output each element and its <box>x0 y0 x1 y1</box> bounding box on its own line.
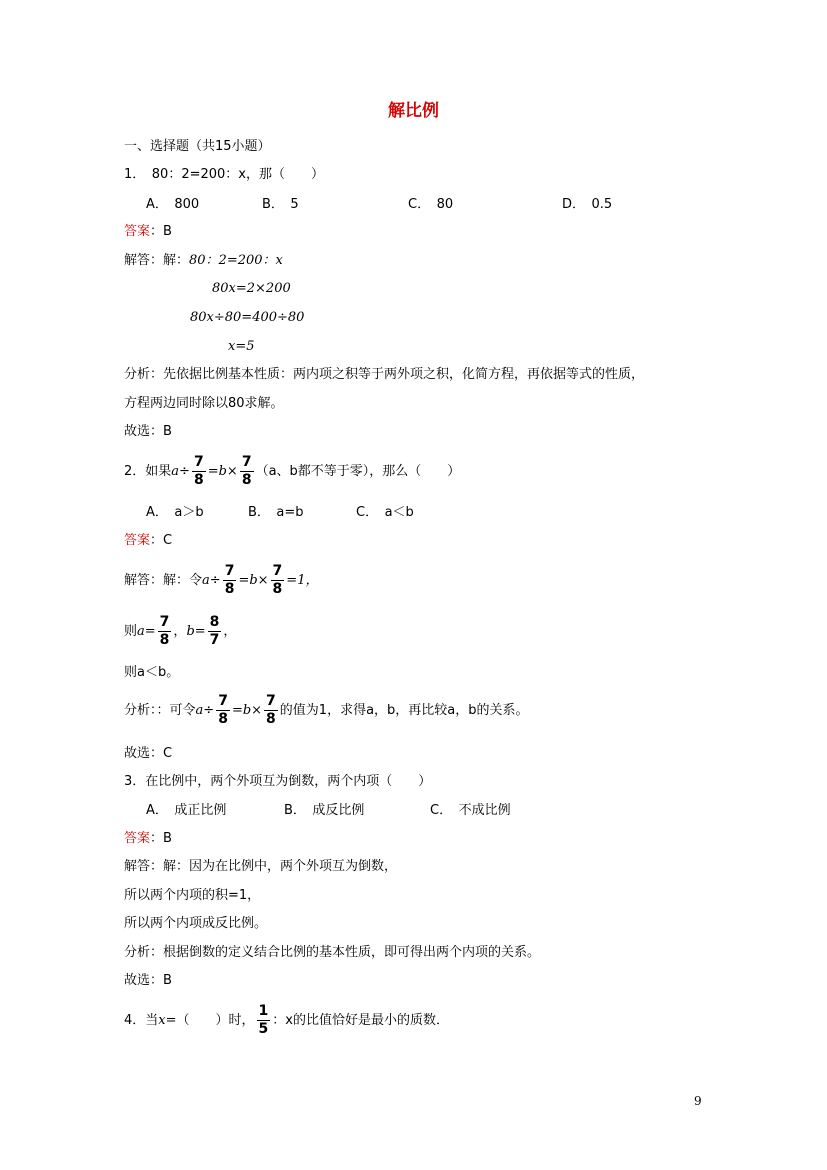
q1-solution-step-4: x=5 <box>228 339 255 354</box>
fraction-1-5 <box>257 1003 271 1038</box>
eq-b: =b× <box>238 573 269 588</box>
a-equals: a= <box>137 624 156 639</box>
q1-option-b: B． 5 <box>262 197 299 212</box>
q3-solution-line-1: 解答：解：因为在比例中，两个外项互为倒数， <box>124 859 398 874</box>
fraction-denominator: 8 <box>224 581 235 597</box>
fraction-denominator: 5 <box>258 1021 269 1037</box>
var-a: a <box>202 573 210 588</box>
fraction-7-8 <box>271 563 285 598</box>
q2-then-values <box>124 612 236 652</box>
section-heading: 一、选择题（共15小题） <box>124 139 271 154</box>
var-a: a <box>195 703 204 718</box>
page-number: 9 <box>694 1094 702 1108</box>
eq-b: =b× <box>207 464 238 479</box>
answer-value: ：B <box>150 224 172 239</box>
q1-stem: 1． 80：2=200：x，那（ ） <box>124 167 324 182</box>
answer-value: ：B <box>150 831 172 846</box>
q3-choice: 故选：B <box>124 973 172 988</box>
q2-solution <box>124 561 318 601</box>
b-equals: b= <box>186 624 206 639</box>
fraction-numerator: 8 <box>209 614 220 630</box>
fraction-7-8 <box>223 563 237 598</box>
fraction-7-8 <box>158 614 172 649</box>
fraction-denominator: 8 <box>272 581 283 597</box>
fraction-denominator: 7 <box>209 632 220 648</box>
q1-analysis-line-1: 分析：先依据比例基本性质：两内项之积等于两外项之积，化简方程，再依据等式的性质， <box>124 367 645 382</box>
analysis-suffix: 的值为1，求得a，b，再比较a，b的关系。 <box>279 703 529 718</box>
q3-option-a: A． 成正比例 <box>146 803 227 818</box>
q1-solution-step-2: 80x=2×200 <box>212 281 291 296</box>
var-a: a <box>171 464 180 479</box>
solution-equation: 80：2=200：x <box>189 253 283 268</box>
q4-stem <box>124 1001 449 1041</box>
q2-option-a: A． a＞b <box>146 505 204 520</box>
q1-option-c: C． 80 <box>408 197 454 212</box>
stem-suffix: ：x的比值恰好是最小的质数． <box>272 1013 449 1028</box>
fraction-numerator: 7 <box>224 563 235 579</box>
divide-sign: ÷ <box>179 464 190 479</box>
fraction-numerator: 7 <box>159 614 170 630</box>
q1-solution <box>124 252 283 270</box>
fraction-numerator: 7 <box>266 693 276 709</box>
page-title: 解比例 <box>388 101 439 121</box>
answer-label: 答案 <box>124 831 151 846</box>
q3-option-b: B． 成反比例 <box>284 803 365 818</box>
analysis-prefix: 分析：：可令 <box>124 703 196 718</box>
stem-prefix: 4．当 <box>124 1013 159 1028</box>
q1-choice: 故选：B <box>124 424 172 439</box>
fraction-7-8 <box>192 454 206 489</box>
q3-stem: 3．在比例中，两个外项互为倒数，两个内项（ ） <box>124 774 432 789</box>
q2-option-c: C． a＜b <box>356 505 414 520</box>
q1-analysis-line-2: 方程两边同时除以80求解。 <box>124 396 284 411</box>
then-prefix: 则 <box>124 624 138 639</box>
q2-option-b: B． a=b <box>248 505 304 520</box>
fraction-numerator: 7 <box>272 563 283 579</box>
divide-sign: ÷ <box>203 703 215 718</box>
q3-analysis: 分析：根据倒数的定义结合比例的基本性质，即可得出两个内项的关系。 <box>124 945 541 960</box>
fraction-7-8 <box>216 693 230 728</box>
divide-sign: ÷ <box>209 573 221 588</box>
eq-b: =b× <box>231 703 263 718</box>
fraction-denominator: 8 <box>159 632 170 648</box>
comma: ， <box>173 624 187 639</box>
fraction-numerator: 1 <box>258 1003 269 1019</box>
fraction-denominator: 8 <box>241 472 252 488</box>
solution-label: 解答：解： <box>124 253 190 268</box>
answer-label: 答案 <box>124 224 151 239</box>
q3-option-c: C． 不成比例 <box>430 803 511 818</box>
q1-answer <box>124 223 172 241</box>
fraction-denominator: 8 <box>218 711 228 727</box>
stem-prefix: 2．如果 <box>124 464 172 479</box>
q3-answer <box>124 830 172 848</box>
fraction-numerator: 7 <box>218 693 228 709</box>
comma: ， <box>223 624 237 639</box>
blank: （ ）时， <box>176 1013 255 1028</box>
q1-option-d: D． 0.5 <box>562 197 613 212</box>
q3-solution-line-3: 所以两个内项成反比例。 <box>124 916 268 931</box>
eq-one: =1， <box>286 573 319 588</box>
fraction-8-7 <box>208 614 222 649</box>
q1-option-a: A． 800 <box>146 197 200 212</box>
fraction-numerator: 7 <box>241 454 252 470</box>
q2-choice: 故选：C <box>124 746 173 761</box>
q2-analysis <box>124 691 529 731</box>
q1-solution-step-3: 80x÷80=400÷80 <box>190 310 305 325</box>
q2-stem <box>124 452 460 492</box>
fraction-numerator: 7 <box>193 454 204 470</box>
q3-solution-line-2: 所以两个内项的积=1， <box>124 888 261 903</box>
fraction-denominator: 8 <box>193 472 204 488</box>
fraction-7-8 <box>240 454 254 489</box>
q2-answer <box>124 532 172 550</box>
answer-label: 答案 <box>124 533 151 548</box>
stem-suffix: （a、b都不等于零），那么（ ） <box>255 464 461 479</box>
answer-value: ：C <box>150 533 173 548</box>
q2-conclusion: 则a＜b。 <box>124 665 180 680</box>
solution-prefix: 解答：解：令 <box>124 573 203 588</box>
fraction-denominator: 8 <box>266 711 276 727</box>
fraction-7-8 <box>264 693 278 728</box>
x-equals: x= <box>158 1013 177 1028</box>
